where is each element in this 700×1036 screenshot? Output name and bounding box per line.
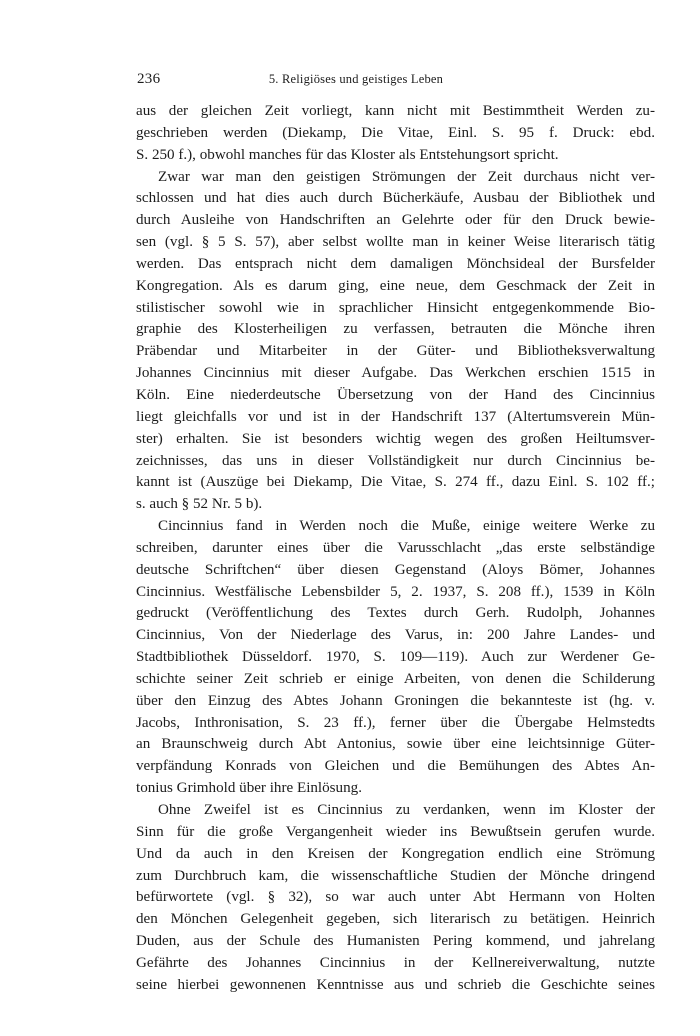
text-line: kannt ist (Auszüge bei Diekamp, Die Vitae, S. 274 ff., dazu Einl. S. 102 ff.;: [136, 474, 655, 491]
text-line: Cincinnius fand in Werden noch die Muße, einige weitere Werke zu: [158, 518, 655, 535]
text-line: befürwortete (vgl. § 32), so war auch unter Abt Hermann von Holten: [136, 889, 655, 906]
text-line: deutsche Schriftchen“ über diesen Gegenstand (Aloys Bömer, Johannes: [136, 561, 655, 578]
text-line: an Braunschweig durch Abt Antonius, sowie über eine leichtsinnige Güter-: [136, 736, 655, 753]
text-line: Jacobs, Inthronisation, S. 23 ff.), ferner über die Übergabe Helmstedts: [136, 714, 655, 731]
text-line: seine hierbei gewonnenen Kenntnisse aus und schrieb die Geschichte seines: [136, 976, 655, 993]
body-text: [136, 101, 655, 997]
text-line: Und da auch in den Kreisen der Kongregation endlich eine Strömung: [136, 845, 655, 862]
text-line: durch Ausleihe von Handschriften an Gelehrte oder für den Druck bewie-: [136, 212, 655, 229]
text-line: zum Durchbruch kam, die wissenschaftliche Studien der Mönche dringend: [136, 867, 655, 884]
text-line: den Mönchen Gelegenheit gegeben, sich literarisch zu betätigen. Heinrich: [136, 911, 655, 928]
text-line: Kongregation. Als es darum ging, eine neue, dem Geschmack der Zeit in: [136, 277, 655, 294]
text-line: S. 250 f.), obwohl manches für das Kloster als Entstehungsort spricht.: [136, 146, 559, 163]
text-line: werden. Das entsprach nicht dem damaligen Mönchsideal der Bursfelder: [136, 255, 655, 272]
text-line: s. auch § 52 Nr. 5 b).: [136, 496, 263, 513]
text-line: Sinn für die große Vergangenheit wieder ins Bewußtsein gerufen wurde.: [136, 823, 655, 840]
text-line: Gefährte des Johannes Cincinnius in der Kellnereiverwaltung, nutzte: [136, 954, 655, 971]
text-line: geschrieben werden (Diekamp, Die Vitae, Einl. S. 95 f. Druck: ebd.: [136, 124, 655, 141]
text-line: schreiben, darunter eines über die Varusschlacht „das erste selbständige: [136, 539, 655, 556]
text-line: Präbendar und Mitarbeiter in der Güter- und Bibliotheksverwaltung: [136, 343, 655, 360]
text-line: tonius Grimhold über ihre Einlösung.: [136, 780, 362, 797]
text-line: aus der gleichen Zeit vorliegt, kann nicht mit Bestimmtheit Werden zu-: [136, 103, 655, 119]
running-title: 5. Religiöses und geistiges Leben: [268, 72, 444, 86]
text-line: Duden, aus der Schule des Humanisten Pering kommend, und jahrelang: [136, 933, 655, 950]
text-line: graphie des Klosterheiligen zu verfassen, betrauten die Mönche ihren: [136, 321, 655, 338]
text-line: verpfändung Konrads von Gleichen und die Bemühungen des Abtes An-: [136, 758, 655, 775]
text-line: Cincinnius, Von der Niederlage des Varus, in: 200 Jahre Landes- und: [136, 627, 655, 644]
text-line: zeichnisses, das uns in dieser Vollständigkeit nur durch Cincinnius be-: [136, 452, 655, 469]
text-line: sen (vgl. § 5 S. 57), aber selbst wollte man in keiner Weise literarisch tätig: [136, 234, 655, 251]
text-line: über den Einzug des Abtes Johann Groningen die bekannteste ist (hg. v.: [136, 692, 655, 709]
text-line: Zwar war man den geistigen Strömungen der Zeit durchaus nicht ver-: [158, 168, 655, 185]
text-line: ster) erhalten. Sie ist besonders wichtig wegen des großen Heiltumsver-: [136, 430, 655, 447]
text-line: Cincinnius. Westfälische Lebensbilder 5, 2. 1937, S. 208 ff.), 1539 in Köln: [136, 583, 655, 600]
text-line: Köln. Eine niederdeutsche Übersetzung von der Hand des Cincinnius: [136, 386, 655, 403]
text-line: schlossen und hat dies auch durch Bücherkäufe, Ausbau der Bibliothek und: [136, 190, 655, 207]
page-number: 236: [137, 71, 161, 87]
text-line: stilistischer sowohl wie in sprachlicher Hinsicht entgegenkommende Bio-: [136, 299, 655, 316]
text-line: Ohne Zweifel ist es Cincinnius zu verdanken, wenn im Kloster der: [158, 802, 655, 818]
text-line: Johannes Cincinnius mit dieser Aufgabe. Das Werkchen erschien 1515 in: [136, 365, 655, 382]
text-line: gedruckt (Veröffentlichung des Textes durch Gerh. Rudolph, Johannes: [136, 605, 655, 622]
text-line: Stadtbibliothek Düsseldorf. 1970, S. 109—119). Auch zur Werdener Ge-: [136, 649, 655, 666]
text-line: liegt gleichfalls vor und ist in der Handschrift 137 (Altertumsverein Mün-: [136, 408, 655, 425]
text-line: schichte seiner Zeit schrieb er einige Arbeiten, von denen die Schilderung: [136, 670, 655, 687]
